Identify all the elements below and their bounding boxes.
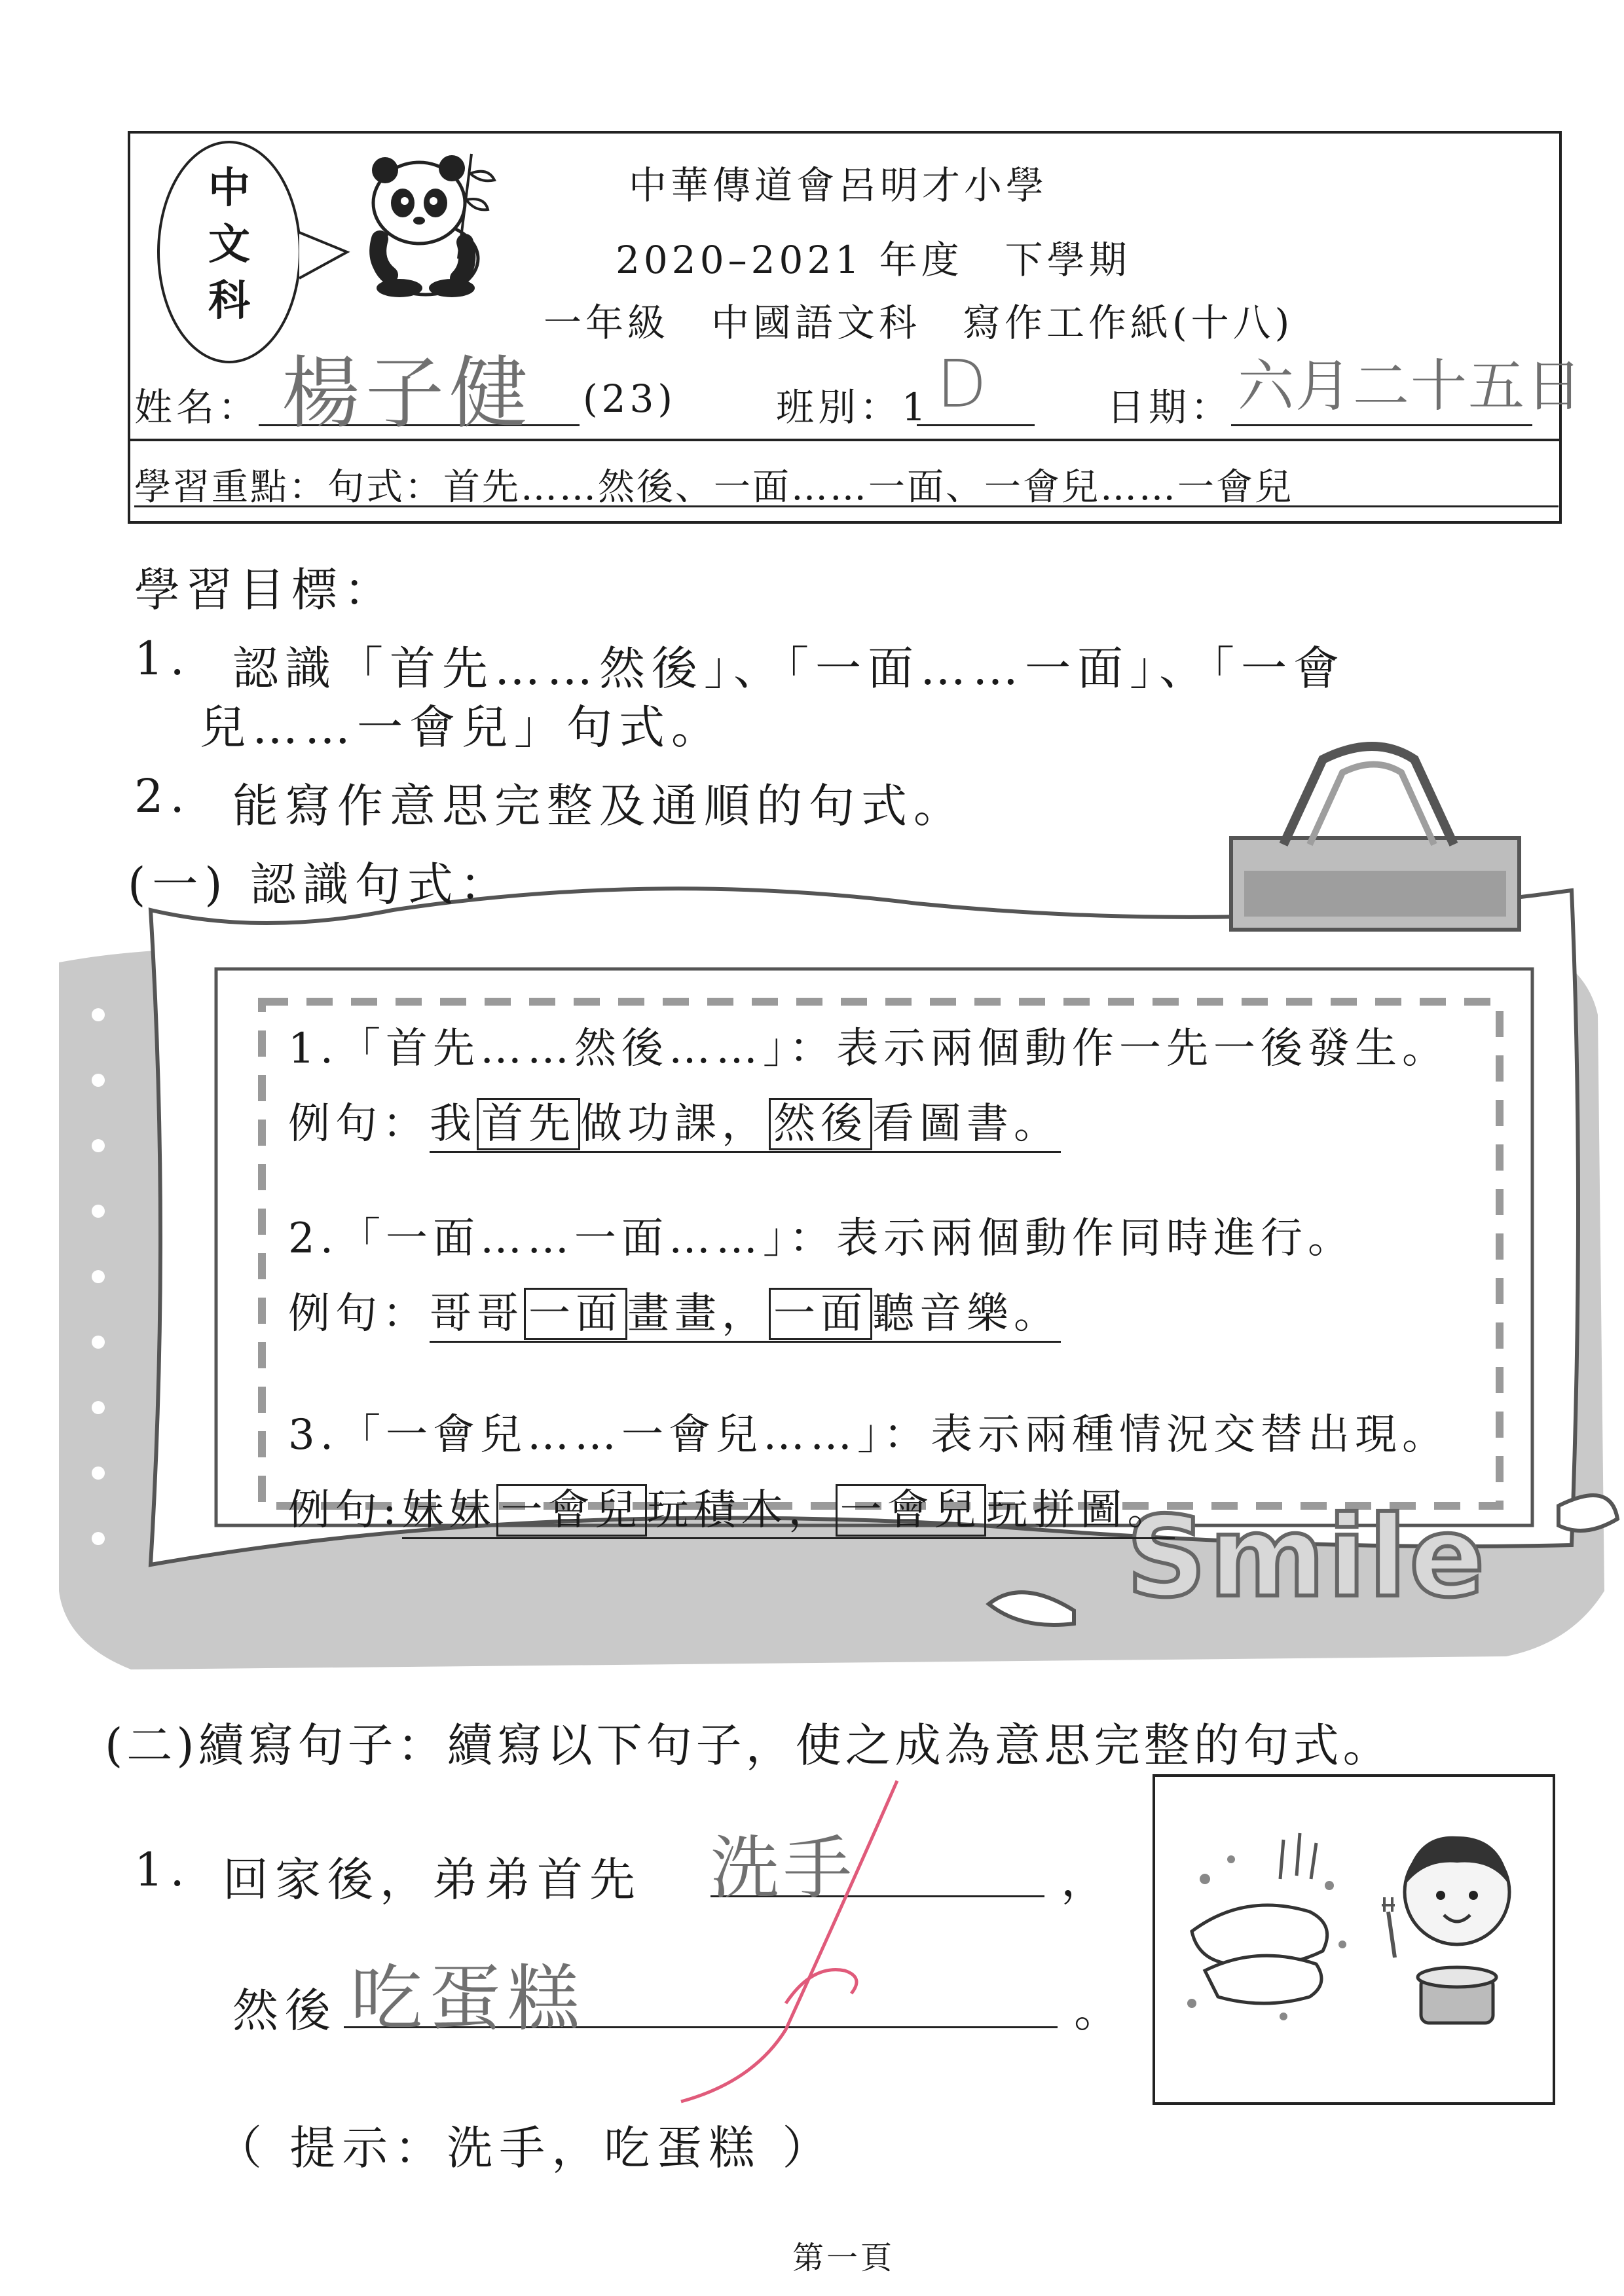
- ex-text: 看圖書。: [872, 1100, 1061, 1148]
- learning-focus: 學習重點：句式：首先……然後、一面……一面、一會兒……一會兒: [134, 466, 1293, 509]
- ex-text: 哥哥: [430, 1290, 524, 1338]
- school-name: 中華傳道會呂明才小學: [629, 163, 1048, 208]
- ex-keyword-box: 一會兒: [836, 1484, 986, 1537]
- objective-1-line1: 認識「首先……然後」、「一面……一面」、「一會: [232, 642, 1346, 695]
- ex-text: 玩積木，: [646, 1486, 836, 1535]
- question-number: 1.: [134, 1843, 191, 1897]
- badge-char: 科: [208, 277, 250, 325]
- name-handwriting: 楊子健: [282, 348, 533, 439]
- ex-text: 玩拼圖。: [986, 1486, 1175, 1535]
- boy-with-cake-icon: [1375, 1820, 1539, 2036]
- ex-keyword-box: 首先: [477, 1098, 580, 1150]
- ex-keyword-box: 一會兒: [496, 1484, 647, 1537]
- ex-text: 畫畫，: [627, 1290, 769, 1338]
- ex-text: 妹妹: [401, 1486, 496, 1535]
- example-label: 例句：: [288, 1290, 430, 1338]
- badge-char: 文: [208, 221, 250, 269]
- period: 。: [1074, 1984, 1126, 2037]
- objectives-title: 學習目標：: [134, 563, 396, 617]
- washing-hands-icon: [1166, 1813, 1362, 2036]
- example-label: 例句：: [288, 1100, 430, 1148]
- answer-2-handwriting: 吃蛋糕: [350, 1957, 586, 2041]
- focus-underline: [134, 505, 1559, 507]
- ex-text: 做功課，: [580, 1100, 769, 1148]
- pattern-1-definition: 1.「首先……然後……」：表示兩個動作一先一後發生。: [288, 1025, 1450, 1073]
- ex-keyword-box: 一面: [524, 1288, 627, 1340]
- worksheet-title: 一年級 中國語文科 寫作工作紙(十八): [544, 301, 1294, 345]
- comma: ，: [1061, 1853, 1113, 1906]
- example-label: 例句:: [288, 1486, 402, 1535]
- ex-text: 聽音樂。: [872, 1290, 1061, 1338]
- ex-text: 我: [430, 1100, 477, 1148]
- example-sentence: [430, 1100, 1061, 1153]
- pattern-3-example: [288, 1476, 1175, 1537]
- ex-keyword-box: 然後: [769, 1098, 872, 1150]
- class-label: 班別：1: [776, 385, 930, 429]
- panda-icon: [354, 147, 511, 298]
- objective-2: 能寫作意思完整及通順的句式。: [232, 779, 966, 833]
- answer-1-handwriting: 洗手: [710, 1829, 857, 1908]
- example-sentence: [430, 1290, 1061, 1343]
- name-label: 姓名：: [134, 385, 261, 429]
- pattern-3-definition: 3.「一會兒……一會兒……」：表示兩種情況交替出現。: [288, 1411, 1450, 1459]
- class-number: (23): [583, 376, 677, 421]
- objective-number: 1.: [134, 632, 191, 685]
- bubble-tail: [298, 226, 350, 285]
- date-handwriting: 六月二十五日: [1238, 354, 1583, 419]
- header-divider: [128, 439, 1562, 441]
- question-1-then: 然後: [232, 1984, 337, 2037]
- section1-title: (一) 認識句式：: [128, 858, 512, 911]
- objective-1-line2: 兒……一會兒」句式。: [200, 701, 724, 754]
- objective-number: 2.: [134, 769, 191, 823]
- hint: （ 提示：洗手，吃蛋糕 ）: [216, 2121, 835, 2175]
- class-handwriting: D: [936, 346, 987, 422]
- school-year: 2020–2021 年度 下學期: [616, 238, 1131, 282]
- smile-decor-text: Smile: [1126, 1493, 1488, 1622]
- section2-title: (二)續寫句子：續寫以下句子，使之成為意思完整的句式。: [105, 1719, 1393, 1772]
- question-1-prompt: 回家後，弟弟首先: [223, 1853, 642, 1906]
- ex-keyword-box: 一面: [769, 1288, 872, 1340]
- date-line: [1231, 424, 1532, 426]
- date-label: 日期：: [1107, 385, 1233, 429]
- class-line: [917, 424, 1035, 426]
- page-number: 第一頁: [792, 2240, 895, 2276]
- pattern-2-definition: 2.「一面……一面……」：表示兩個動作同時進行。: [288, 1214, 1356, 1263]
- pattern-2-example: [288, 1280, 1061, 1340]
- example-sentence: [402, 1486, 1175, 1539]
- badge-char: 中: [208, 164, 250, 213]
- pattern-1-example: [288, 1090, 1061, 1150]
- subject-badge: [196, 160, 262, 329]
- check-mark-icon: [655, 1768, 982, 2108]
